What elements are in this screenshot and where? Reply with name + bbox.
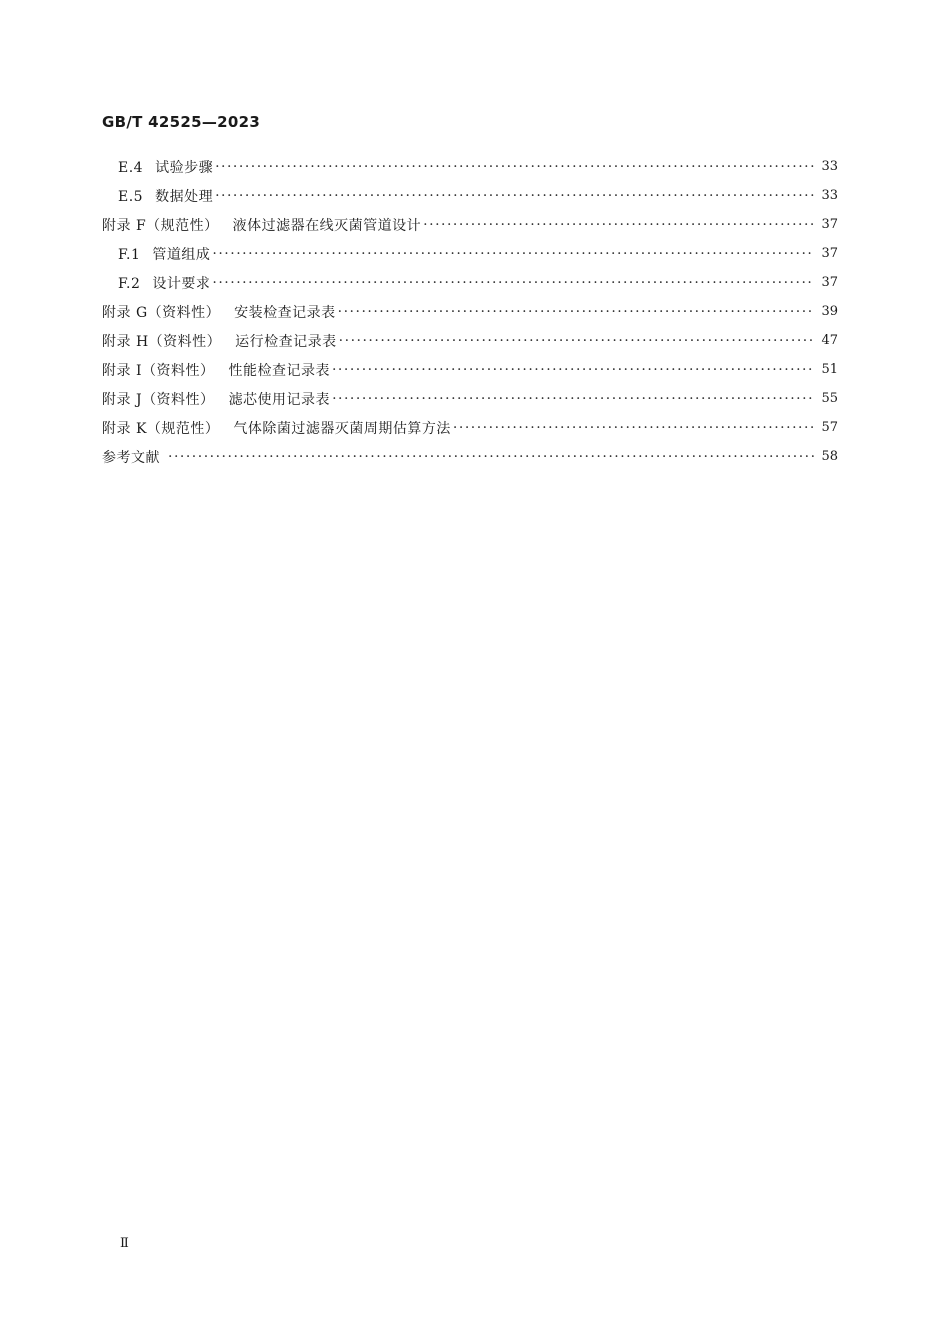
toc-entry-title: 运行检查记录表 [235,333,337,350]
toc-entry-label [118,157,213,177]
toc-entry[interactable] [102,355,838,384]
toc-entry-label [102,215,421,235]
toc-entry-label [118,186,213,206]
toc-entry-references[interactable] [102,442,838,471]
toc-entry-page: 39 [821,304,838,319]
toc-entry[interactable] [102,413,838,442]
toc-leader-dots [423,217,814,233]
toc-entry-page: 58 [821,449,838,464]
toc-entry-type: （规范性） [146,420,220,437]
toc-entry-label [102,418,451,438]
toc-leader-dots [168,449,814,465]
toc-leader-dots [453,420,814,436]
toc-entry-page: 57 [821,420,838,435]
toc-entry-title: 安装检查记录表 [234,304,336,321]
toc-entry-code: E.4 [118,159,144,176]
toc-entry-title: 液体过滤器在线灭菌管道设计 [232,217,422,234]
toc-entry-label [102,360,330,380]
toc-entry-code: 附录 J [102,391,143,408]
toc-entry-title: 性能检查记录表 [228,362,330,379]
toc-entry-code: F.1 [118,246,141,263]
toc-leader-dots [332,362,814,378]
toc-leader-dots [332,391,814,407]
toc-entry-title: 试验步骤 [155,159,214,176]
toc-entry-page: 47 [821,333,838,348]
toc-entry-page: 37 [821,217,838,232]
toc-entry-title: 管道组成 [152,246,211,263]
toc-entry-type: （资料性） [148,333,222,350]
toc-entry-code: 附录 F [102,217,147,234]
toc-entry-type: （资料性） [147,304,221,321]
toc-entry-label [102,302,336,322]
toc-entry-page: 33 [821,159,838,174]
toc-entry-code: F.2 [118,275,141,292]
standard-code: GB/T 42525—2023 [102,113,261,131]
toc-entry-code: 附录 K [102,420,147,437]
toc-leader-dots [338,304,814,320]
toc-leader-dots [212,275,814,291]
toc-entry[interactable] [118,181,838,210]
toc-entry[interactable] [118,268,838,297]
toc-entry-type: （规范性） [146,217,219,234]
page-number: Ⅱ [120,1236,129,1251]
toc-entry[interactable] [118,152,838,181]
toc-entry[interactable] [118,239,838,268]
toc-entry-page: 55 [821,391,838,406]
toc-entry-title: 数据处理 [155,188,214,205]
toc-entry-label [118,244,210,264]
toc-entry-page: 33 [821,188,838,203]
toc-entry[interactable] [102,297,838,326]
toc-entry[interactable] [102,326,838,355]
toc-entry-label [102,389,330,409]
toc-entry-code: 附录 I [102,362,142,379]
toc-leader-dots [212,246,814,262]
toc-leader-dots [215,159,814,175]
toc-leader-dots [215,188,814,204]
toc-entry-page: 37 [821,246,838,261]
toc-leader-dots [339,333,814,349]
toc-entry-page: 37 [821,275,838,290]
toc-entry-code: E.5 [118,188,144,205]
toc-entry-type: （资料性） [142,391,215,408]
toc-entry-code: 附录 H [102,333,149,350]
toc-entry[interactable] [102,210,838,239]
toc-entry-page: 51 [821,362,838,377]
toc-entry[interactable] [102,384,838,413]
toc-entry-label [118,273,210,293]
toc-entry-type: （资料性） [141,362,215,379]
toc-entry-title: 设计要求 [152,275,211,292]
toc-entry-title: 参考文献 [102,449,160,466]
toc-entry-title: 气体除菌过滤器灭菌周期估算方法 [233,420,451,437]
toc-entry-label [102,331,337,351]
toc-entry-title: 滤芯使用记录表 [228,391,331,408]
toc-entry-code: 附录 G [102,304,148,321]
